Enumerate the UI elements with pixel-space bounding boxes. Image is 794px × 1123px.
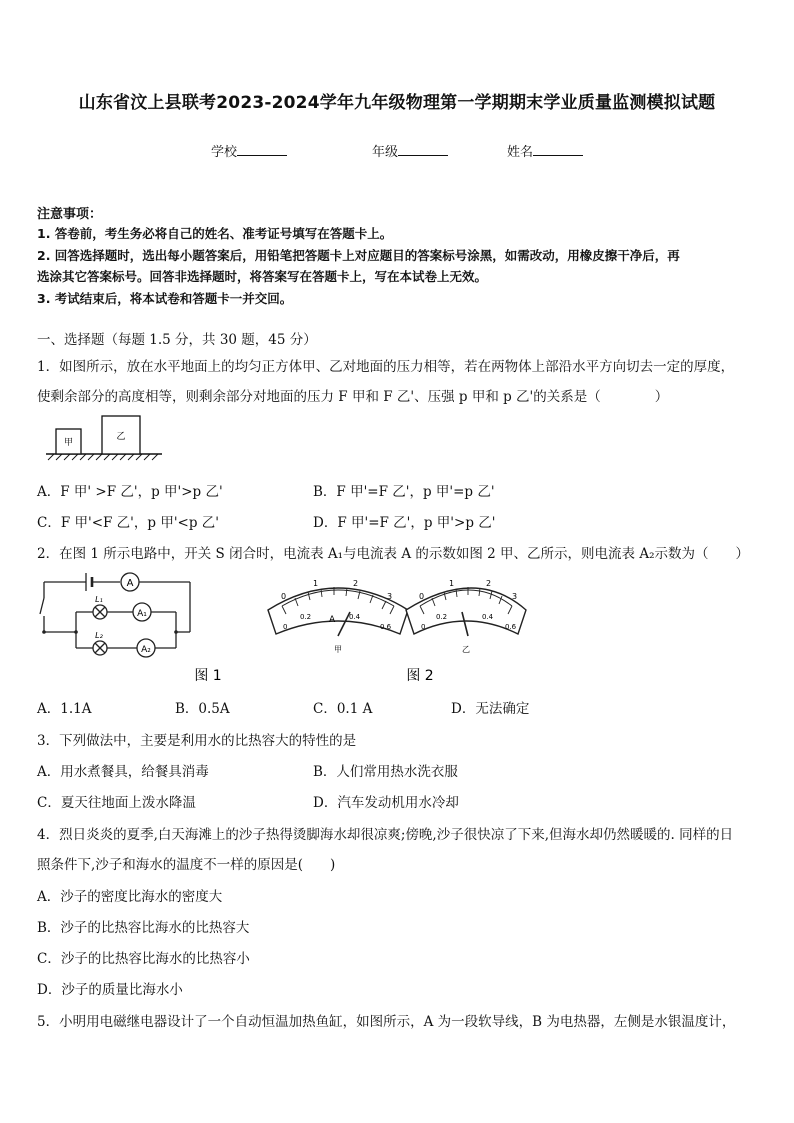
gauge-yi-big-1: 1 [449,579,455,588]
gauge-yi-big-2: 2 [486,579,492,588]
q1-option-a[interactable]: A．F 甲' >F 乙'，p 甲'>p 乙' [37,484,223,500]
gauge-yi-small-3: 0.6 [505,623,517,631]
school-label: 学校 [211,145,238,160]
gauge-yi-small-0: 0 [421,623,426,631]
gauge-jia-label: 甲 [334,645,342,654]
gauge-jia [268,579,408,654]
q1-stem: 1．如图所示，放在水平地面上的均匀正方体甲、乙对地面的压力相等，若在两物体上部沿水平方向切去一定的厚度， [37,359,735,375]
gauge-jia-big-0: 0 [281,592,287,601]
grade-field[interactable] [372,141,448,160]
q3-stem: 3．下列做法中，主要是利用水的比热容大的特性的是 [37,733,357,749]
gauge-yi [406,579,526,654]
q4-option-a[interactable]: A．沙子的密度比海水的密度大 [37,889,223,905]
gauge-yi-small-2: 0.4 [482,613,494,621]
name-label: 姓名 [507,145,534,160]
grade-blank[interactable] [398,143,448,156]
school-blank[interactable] [237,143,287,156]
figure-1-caption: 图 1 [194,668,222,684]
name-blank[interactable] [533,143,583,156]
section-heading: 一、选择题（每题 1.5 分，共 30 题，45 分） [37,332,317,348]
figure-2-caption: 图 2 [406,668,434,684]
gauge-jia-small-0: 0 [283,623,288,631]
q4-stem: 照条件下,沙子和海水的温度不一样的原因是( ) [37,857,336,873]
gauge-yi-big-3: 3 [512,592,518,601]
gauge-yi-big-0: 0 [419,592,425,601]
q2-option-a[interactable]: A．1.1A [37,701,92,717]
gauge-jia-small-2: 0.4 [349,613,361,621]
gauge-yi-label: 乙 [462,645,470,654]
gauge-jia-small-3: 0.6 [380,623,392,631]
grade-label: 年级 [372,145,399,160]
q3-option-c[interactable]: C．夏天往地面上泼水降温 [37,795,196,811]
note-item: 1. 答卷前，考生务必将自己的姓名、准考证号填写在答题卡上。 [37,226,393,241]
note-item: 2. 回答选择题时，选出每小题答案后，用铅笔把答题卡上对应题目的答案标号涂黑，如需改动，用橡皮擦干净后，再 [37,248,680,263]
gauge-yi-small-1: 0.2 [436,613,448,621]
q2-option-b[interactable]: B．0.5A [175,701,230,717]
q3-option-d[interactable]: D．汽车发动机用水冷却 [313,795,459,811]
q4-option-d[interactable]: D．沙子的质量比海水小 [37,982,183,998]
block-yi-label: 乙 [116,432,126,442]
q1-option-c[interactable]: C．F 甲'<F 乙'，p 甲'<p 乙' [37,515,219,531]
note-item: 选涂其它答案标号。回答非选择题时，将答案写在答题卡上，写在本试卷上无效。 [37,269,488,284]
q2-option-c[interactable]: C．0.1 A [313,701,373,717]
school-field[interactable] [211,141,287,160]
page-title: 山东省汶上县联考2023-2024学年九年级物理第一学期期末学业质量监测模拟试题 [78,93,716,113]
q4-stem: 4．烈日炎炎的夏季,白天海滩上的沙子热得烫脚海水却很凉爽;傍晚,沙子很快凉了下来,但海水却仍然暖暖的. 同样的日 [37,827,734,843]
gauge-jia-small-1: 0.2 [300,613,312,621]
block-jia-label: 甲 [63,438,74,448]
q1-blocks-figure [44,414,164,464]
ammeter-a1-label: A₁ [137,609,147,619]
q3-option-b[interactable]: B．人们常用热水洗衣服 [313,764,458,780]
gauge-jia-big-3: 3 [387,592,393,601]
lamp-l1-label: L₁ [95,595,103,604]
q2-stem: 2．在图 1 所示电路中，开关 S 闭合时，电流表 A₁与电流表 A 的示数如图 2 甲、乙所示，则电流表 A₂示数为（ ） [37,546,749,562]
name-field[interactable] [507,141,583,160]
q2-figures [36,568,532,686]
q1-stem: 使剩余部分的高度相等，则剩余部分对地面的压力 F 甲和 F 乙'、压强 p 甲和 p 乙'的关系是（ ） [37,389,669,405]
q2-option-d[interactable]: D．无法确定 [451,701,530,717]
q1-option-d[interactable]: D．F 甲'=F 乙'，p 甲'>p 乙' [313,515,496,531]
q1-option-b[interactable]: B．F 甲'=F 乙'，p 甲'=p 乙' [313,484,495,500]
note-item: 3. 考试结束后，将本试卷和答题卡一并交回。 [37,291,293,306]
gauge-jia-unit: A [329,615,336,625]
gauge-jia-big-2: 2 [353,579,359,588]
circuit-diagram [40,573,190,657]
q5-stem: 5．小明用电磁继电器设计了一个自动恒温加热鱼缸，如图所示，A 为一段软导线，B 为电热器，左侧是水银温度计， [37,1014,736,1030]
lamp-l2-label: L₂ [95,631,103,640]
ammeter-a-label: A [126,578,134,589]
gauge-jia-big-1: 1 [313,579,319,588]
notes-heading: 注意事项： [37,207,103,222]
q3-option-a[interactable]: A．用水煮餐具，给餐具消毒 [37,764,209,780]
q4-option-b[interactable]: B．沙子的比热容比海水的比热容大 [37,920,250,936]
ammeter-a2-label: A₂ [141,645,151,655]
q4-option-c[interactable]: C．沙子的比热容比海水的比热容小 [37,951,250,967]
